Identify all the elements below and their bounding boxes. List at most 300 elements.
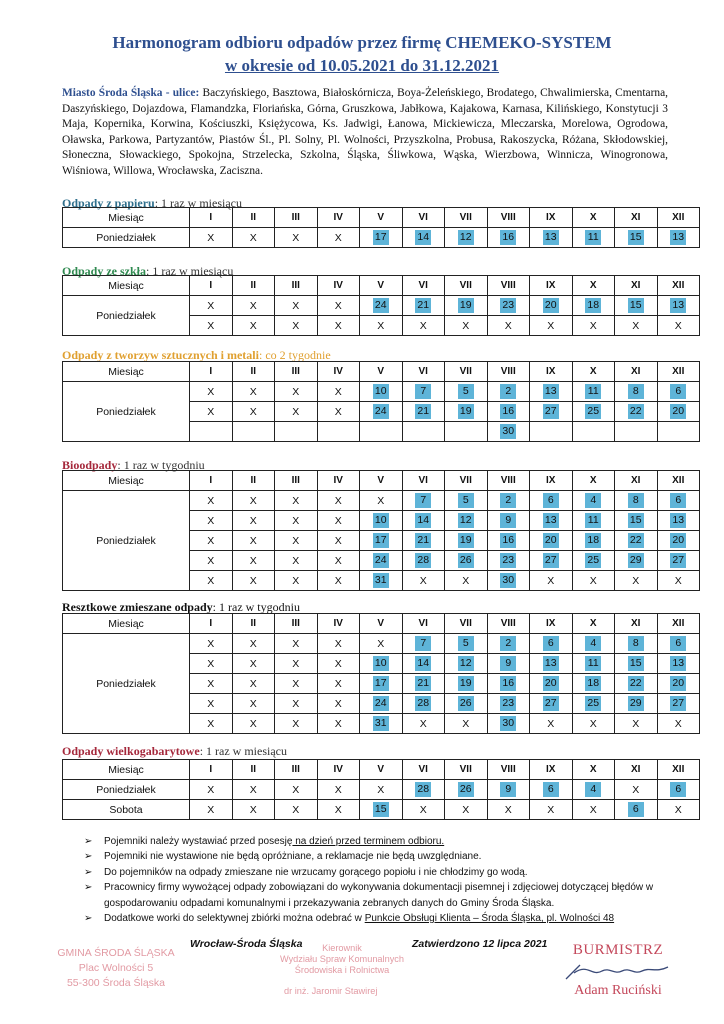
pickup-date: 22 [628,676,644,691]
month-header: X [572,760,615,780]
schedule-cell [445,694,488,714]
month-header: VII [445,208,488,228]
pickup-date: 6 [670,493,686,508]
month-header: IX [530,760,573,780]
schedule-cell [190,422,233,442]
section-name: Resztkowe zmieszane odpady [62,600,213,614]
schedule-cell: X [275,674,318,694]
pickup-date: 8 [628,384,644,399]
section-frequency: : co 2 tygodnie [258,348,331,362]
schedule-cell [657,228,700,248]
schedule-cell [530,694,573,714]
schedule-cell [572,551,615,571]
month-header: III [275,362,318,382]
pickup-date: 20 [543,533,559,548]
schedule-cell [360,228,403,248]
schedule-cell: X [530,571,573,591]
pickup-date: 27 [670,696,686,711]
arrow-bullet-icon: ➢ [84,913,93,925]
pickup-date: 18 [585,676,601,691]
schedule-cell: X [445,571,488,591]
schedule-cell [360,694,403,714]
pickup-date: 14 [415,656,431,671]
schedule-cell: X [657,316,700,336]
schedule-cell [657,551,700,571]
pickup-date: 7 [415,493,431,508]
pickup-date: 21 [415,533,431,548]
schedule-cell [445,422,488,442]
table-header-row [63,276,700,296]
schedule-cell: X [657,714,700,734]
stamp-line: Środowiska i Rolnictwa [294,965,390,975]
month-header: II [232,760,275,780]
schedule-cell [445,674,488,694]
schedule-cell: X [190,694,233,714]
schedule-cell [657,654,700,674]
schedule-cell [657,402,700,422]
schedule-cell [572,228,615,248]
schedule-cell [402,551,445,571]
schedule-cell [572,402,615,422]
month-header: XII [657,614,700,634]
schedule-cell: X [190,571,233,591]
pickup-date: 17 [373,676,389,691]
schedule-cell [657,780,700,800]
pickup-date: 5 [458,636,474,651]
schedule-cell [572,634,615,654]
schedule-cell [445,511,488,531]
month-header: IV [317,760,360,780]
schedule-cell [360,422,403,442]
schedule-table-szklo [62,275,700,336]
pickup-date: 11 [585,230,601,245]
note-text: Do pojemników na odpady zmieszane nie wrzucamy gorącego popiołu i nie chłodzimy go wodą. [104,866,528,878]
arrow-bullet-icon: ➢ [84,882,93,894]
schedule-cell: X [572,571,615,591]
pickup-date: 9 [500,782,516,797]
schedule-cell [445,634,488,654]
schedule-cell [530,654,573,674]
schedule-cell: X [317,491,360,511]
table-header-row [63,362,700,382]
schedule-cell [657,511,700,531]
note-text-underlined: na dzień przed terminem odbioru. [292,836,445,847]
schedule-cell [360,800,403,820]
schedule-cell [487,551,530,571]
pickup-date: 17 [373,230,389,245]
mayor-name: Adam Ruciński [574,983,662,998]
schedule-cell: X [275,228,318,248]
schedule-cell: X [232,511,275,531]
day-label: Poniedziałek [63,382,190,442]
table-row [63,382,700,402]
street-list-text: Baczyńskiego, Basztowa, Białoskórnicza, Boya-Żeleńskiego, Brodatego, Chwalimierska, Cmentarna, Daszyńskiego, Dojazdowa, Flamandzka, Floriańska, Górna, Gruszkowa, Jabłkowa, Kajakowa, Karnasa, Kilińskiego, Konstytucji 3 Maja, Kopernika, Korwina, Kościuszki, Księżycowa, Ks. Jadwigi, Łanowa, Mickiewicza, Mleczarska, Morelowa, Ogrodowa, Oławska, Parkowa, Partyzantów, Piastów Śl., Pl. Solny, Pl. Wolności, Przyszkolna, Probusa, Rakoszycka, Różana, Skłodowskiej, Słoneczna, Słowackiego, Spokojna, Strzelecka, Szkolna, Śląska, Śliwkowa, Wąska, Wierzbowa, Winnicza, Winogronowa, Wiśniowa, Willowa, Wrocławska, Zaciszna. [62,87,668,177]
street-list-lead: Miasto Środa Śląska - ulice: [62,87,200,99]
schedule-cell [487,511,530,531]
schedule-cell: X [275,780,318,800]
schedule-cell: X [530,800,573,820]
schedule-cell: X [317,402,360,422]
month-header: IX [530,471,573,491]
month-header: VIII [487,760,530,780]
schedule-cell: X [232,674,275,694]
schedule-cell: X [275,511,318,531]
schedule-cell [402,491,445,511]
pickup-date: 30 [500,716,516,731]
day-label: Poniedziałek [63,228,190,248]
schedule-cell [572,654,615,674]
pickup-date: 28 [415,782,431,797]
schedule-cell: X [232,316,275,336]
pickup-date: 12 [458,230,474,245]
schedule-cell: X [402,316,445,336]
month-header: XI [615,276,658,296]
pickup-date: 13 [543,230,559,245]
month-header: XI [615,760,658,780]
arrow-bullet-icon: ➢ [84,866,93,878]
schedule-cell: X [275,316,318,336]
schedule-cell [615,694,658,714]
schedule-cell [445,551,488,571]
schedule-cell: X [317,316,360,336]
schedule-cell: X [190,654,233,674]
schedule-cell [572,674,615,694]
schedule-cell: X [360,634,403,654]
table-row [63,634,700,654]
schedule-cell: X [232,571,275,591]
section-name: Odpady z papieru [62,196,155,210]
schedule-cell [445,491,488,511]
schedule-cell [530,634,573,654]
stamp-line: 55-300 Środa Śląska [66,977,166,989]
note-item [84,865,684,880]
pickup-date: 26 [458,553,474,568]
schedule-cell [360,296,403,316]
schedule-cell [615,422,658,442]
table-header-row [63,760,700,780]
note-item [84,911,684,926]
month-header: VI [402,614,445,634]
month-header: VIII [487,471,530,491]
month-header: I [190,208,233,228]
schedule-cell [360,674,403,694]
schedule-cell [360,402,403,422]
schedule-cell: X [487,316,530,336]
note-item [84,880,684,911]
section-name: Bioodpady [62,458,118,472]
schedule-cell: X [190,511,233,531]
pickup-date: 16 [500,676,516,691]
month-header-label: Miesiąc [63,362,190,382]
notes-list [84,834,684,926]
schedule-cell: X [190,800,233,820]
pickup-date: 9 [500,656,516,671]
schedule-cell [657,422,700,442]
schedule-cell [615,491,658,511]
note-text: Pojemniki należy wystawiać przed posesję [104,836,293,847]
month-header: VI [402,362,445,382]
schedule-cell [360,654,403,674]
pickup-date: 31 [373,573,389,588]
pickup-date: 10 [373,513,389,528]
schedule-cell: X [275,402,318,422]
document-period: w okresie od 10.05.2021 do 31.12.2021 [224,56,500,75]
schedule-cell [360,551,403,571]
pickup-date: 2 [500,636,516,651]
pickup-date: 10 [373,384,389,399]
pickup-date: 18 [585,298,601,313]
schedule-cell: X [232,634,275,654]
month-header: VIII [487,614,530,634]
schedule-cell [615,531,658,551]
schedule-cell [360,714,403,734]
schedule-cell [657,634,700,654]
pickup-date: 22 [628,533,644,548]
schedule-cell: X [360,780,403,800]
schedule-cell: X [317,296,360,316]
pickup-date: 16 [500,230,516,245]
schedule-cell [572,694,615,714]
schedule-cell: X [232,780,275,800]
schedule-cell: X [232,551,275,571]
schedule-cell: X [232,382,275,402]
schedule-cell: X [317,674,360,694]
pickup-date: 24 [373,404,389,419]
document-title: Harmonogram odbioru odpadów przez firmę CHEMEKO-SYSTEM [112,33,612,52]
schedule-cell [317,422,360,442]
pickup-date: 18 [585,533,601,548]
schedule-cell: X [360,316,403,336]
pickup-date: 13 [543,513,559,528]
month-header: XI [615,614,658,634]
schedule-cell [402,674,445,694]
note-item [84,849,684,864]
section-frequency: : 1 raz w miesiącu [154,196,243,210]
pickup-date: 7 [415,384,431,399]
schedule-cell: X [572,800,615,820]
schedule-cell: X [232,228,275,248]
month-header: X [572,362,615,382]
schedule-table-tworzywa [62,361,700,442]
table-row [63,780,700,800]
month-header: I [190,276,233,296]
month-header: V [360,760,403,780]
stamp-line: Plac Wolności 5 [78,962,154,974]
schedule-cell: X [402,571,445,591]
pickup-date: 26 [458,782,474,797]
month-header: I [190,471,233,491]
schedule-cell: X [232,402,275,422]
pickup-date: 24 [373,553,389,568]
schedule-cell: X [445,714,488,734]
pickup-date: 12 [458,656,474,671]
pickup-date: 6 [670,384,686,399]
schedule-cell [572,296,615,316]
table-header-row [63,208,700,228]
schedule-cell [615,296,658,316]
schedule-cell [487,780,530,800]
schedule-cell: X [275,800,318,820]
month-header: VI [402,276,445,296]
month-header: III [275,760,318,780]
pickup-date: 15 [628,656,644,671]
schedule-cell [487,531,530,551]
month-header: II [232,471,275,491]
stamp-line: Kierownik [322,943,362,953]
pickup-date: 25 [585,553,601,568]
pickup-date: 10 [373,656,389,671]
month-header: V [360,614,403,634]
month-header: VII [445,614,488,634]
schedule-cell: X [275,714,318,734]
month-header: VII [445,362,488,382]
schedule-cell [615,800,658,820]
pickup-date: 24 [373,696,389,711]
month-header: V [360,276,403,296]
table-header-row [63,471,700,491]
month-header-label: Miesiąc [63,614,190,634]
schedule-cell: X [615,571,658,591]
pickup-date: 13 [670,298,686,313]
month-header: XII [657,208,700,228]
schedule-cell [487,571,530,591]
month-header: II [232,614,275,634]
month-header: III [275,276,318,296]
schedule-cell: X [615,780,658,800]
month-header: III [275,614,318,634]
pickup-date: 2 [500,493,516,508]
pickup-date: 4 [585,782,601,797]
pickup-date: 21 [415,676,431,691]
schedule-cell: X [232,694,275,714]
pickup-date: 13 [670,513,686,528]
month-header: V [360,208,403,228]
month-header: IX [530,276,573,296]
schedule-cell: X [275,382,318,402]
section-name: Odpady ze szkła [62,264,147,278]
schedule-cell [657,296,700,316]
schedule-cell: X [402,714,445,734]
municipality-stamp [44,946,188,991]
schedule-cell: X [232,531,275,551]
pickup-date: 20 [670,676,686,691]
schedule-cell [530,422,573,442]
pickup-date: 13 [543,656,559,671]
month-header: IV [317,208,360,228]
schedule-table-wielkogabarytowe [62,759,700,820]
schedule-cell: X [317,714,360,734]
schedule-cell [360,571,403,591]
schedule-cell: X [190,780,233,800]
schedule-cell [445,402,488,422]
section-name: Odpady wielkogabarytowe [62,744,200,758]
pickup-date: 27 [543,404,559,419]
section-frequency: : 1 raz w tygodniu [117,458,205,472]
pickup-date: 20 [543,676,559,691]
schedule-cell [530,491,573,511]
schedule-cell: X [190,316,233,336]
pickup-date: 4 [585,636,601,651]
pickup-date: 30 [500,424,516,439]
pickup-date: 13 [670,656,686,671]
schedule-cell [572,491,615,511]
schedule-cell: X [190,634,233,654]
schedule-cell [657,674,700,694]
pickup-date: 8 [628,636,644,651]
schedule-cell: X [572,316,615,336]
schedule-cell [445,296,488,316]
pickup-date: 17 [373,533,389,548]
day-label: Sobota [63,800,190,820]
month-header: II [232,208,275,228]
pickup-date: 14 [415,513,431,528]
pickup-date: 11 [585,656,601,671]
pickup-date: 27 [543,696,559,711]
schedule-cell: X [572,714,615,734]
schedule-cell: X [615,714,658,734]
schedule-cell [530,382,573,402]
schedule-cell [615,382,658,402]
pickup-date: 11 [585,513,601,528]
schedule-cell [360,382,403,402]
section-heading-tworzywa [62,348,331,362]
pickup-date: 24 [373,298,389,313]
schedule-cell: X [190,551,233,571]
month-header: XII [657,760,700,780]
day-label: Poniedziałek [63,780,190,800]
day-label: Poniedziałek [63,634,190,734]
schedule-cell: X [190,531,233,551]
note-item [84,834,684,849]
month-header: XI [615,362,658,382]
schedule-cell: X [615,316,658,336]
pickup-date: 6 [670,782,686,797]
schedule-cell [487,714,530,734]
schedule-cell [530,531,573,551]
schedule-cell [402,694,445,714]
schedule-cell [402,634,445,654]
month-header: IV [317,614,360,634]
schedule-cell [402,402,445,422]
pickup-date: 15 [628,230,644,245]
month-header-label: Miesiąc [63,276,190,296]
month-header: XI [615,471,658,491]
pickup-date: 15 [628,298,644,313]
schedule-cell [615,674,658,694]
pickup-date: 22 [628,404,644,419]
schedule-cell [615,511,658,531]
table-header-row [63,614,700,634]
schedule-cell: X [657,571,700,591]
schedule-cell [657,531,700,551]
month-header: X [572,208,615,228]
pickup-date: 2 [500,384,516,399]
section-heading-resztkowe [62,600,300,614]
pickup-date: 12 [458,513,474,528]
schedule-cell [360,531,403,551]
table-row [63,491,700,511]
schedule-cell [360,511,403,531]
schedule-cell [657,382,700,402]
pickup-date: 26 [458,696,474,711]
month-header: VII [445,471,488,491]
pickup-date: 25 [585,696,601,711]
schedule-cell [615,402,658,422]
schedule-cell: X [275,531,318,551]
pickup-date: 20 [670,404,686,419]
month-header: I [190,362,233,382]
schedule-cell: X [190,714,233,734]
